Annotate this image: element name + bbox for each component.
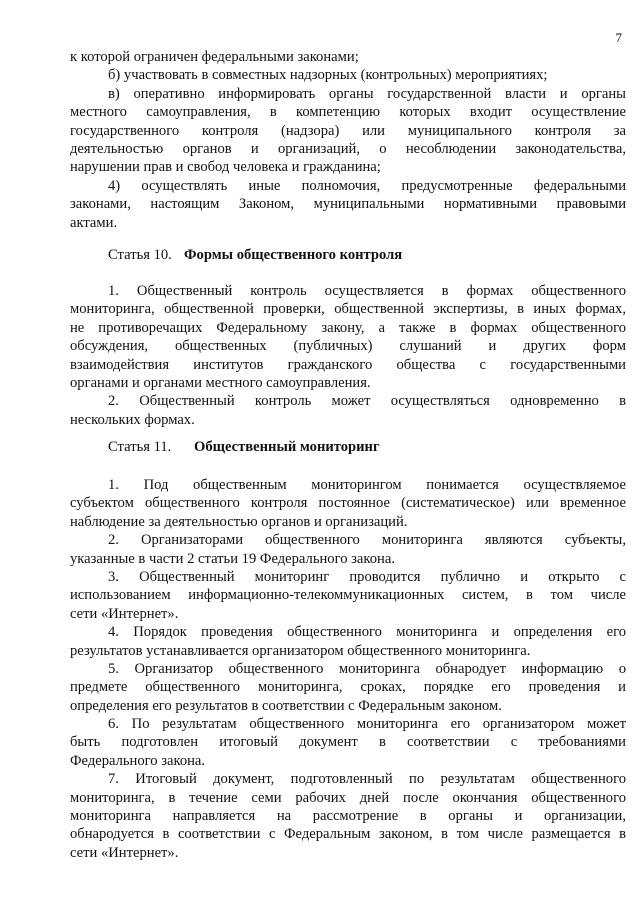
text-line: мониторинга, общественной проверки, общественной экспертизы, в иных формах, <box>70 301 626 318</box>
text-line: органами и органами местного самоуправления. <box>70 374 371 391</box>
text-line: обсуждения, общественных (публичных) слушаний и других форм <box>70 338 626 355</box>
text-line: субъектом общественного контроля постоянное (систематическое) или временное <box>70 495 626 512</box>
text-line: нарушении прав и свобод человека и гражданина; <box>70 159 381 176</box>
text-line: законами, настоящим Законом, муниципальными нормативными правовыми <box>70 196 626 213</box>
text-line: деятельностью органов и организаций, о несоблюдении законодательства, <box>70 140 626 157</box>
text-line: 1. Под общественным мониторингом понимается осуществляемое <box>108 477 626 493</box>
continuation-text <box>70 48 626 232</box>
article-title: Общественный мониторинг <box>194 439 380 455</box>
article-11-heading <box>108 437 380 457</box>
text-line: быть подготовлен итоговый документ в соответствии с требованиями <box>70 734 626 751</box>
text-line: взаимодействия институтов гражданского общества с государственными <box>70 356 626 373</box>
text-line: нескольких формах. <box>70 411 195 428</box>
text-line: 7. Итоговый документ, подготовленный по результатам общественного <box>108 771 626 788</box>
text-line: 6. По результатам общественного мониторинга его организатором может <box>108 716 626 733</box>
text-line: 1. Общественный контроль осуществляется в формах общественного <box>108 283 626 299</box>
text-line: местного самоуправления, в компетенцию которых входит осуществление <box>70 104 626 121</box>
text-line: актами. <box>70 214 118 231</box>
text-line: 2. Организаторами общественного мониторинга являются субъекты, <box>108 532 626 549</box>
text-line: 3. Общественный мониторинг проводится публично и открыто с <box>108 568 626 585</box>
text-line: 4. Порядок проведения общественного мониторинга и определения его <box>108 624 626 641</box>
article-title: Формы общественного контроля <box>184 247 403 263</box>
article-10-heading <box>108 245 402 265</box>
text-line: использованием информационно-телекоммуникационных систем, в том числе <box>70 587 626 604</box>
article-11-body <box>70 476 626 862</box>
page-number: 7 <box>615 30 622 45</box>
text-line: Федерального закона. <box>70 752 206 769</box>
text-line: 4) осуществлять иные полномочия, предусмотренные федеральными <box>108 177 626 194</box>
text-line: не противоречащих Федеральному закону, а также в формах общественного <box>70 319 626 336</box>
text-line: в) оперативно информировать органы государственной власти и органы <box>108 85 626 102</box>
text-line: государственного контроля (надзора) или муниципального контроля за <box>70 122 626 139</box>
text-line: 5. Организатор общественного мониторинга обнародует информацию о <box>108 660 626 677</box>
text-line: к которой ограничен федеральными законами; <box>70 49 359 65</box>
text-line: сети «Интернет». <box>70 605 179 622</box>
article-10-body <box>70 282 626 429</box>
text-line: мониторинга, в течение семи рабочих дней после окончания общественного <box>70 789 626 806</box>
text-line: б) участвовать в совместных надзорных (контрольных) мероприятиях; <box>108 67 548 84</box>
text-line: мониторинга направляется на рассмотрение в органы и организации, <box>70 808 626 825</box>
article-label: Статья 10. <box>108 247 172 263</box>
article-label: Статья 11. <box>108 439 172 455</box>
text-line: наблюдение за деятельностью органов и организаций. <box>70 513 408 530</box>
text-line: предмете общественного мониторинга, сроках, порядке его проведения и <box>70 679 626 696</box>
text-line: обнародуется в соответствии с Федеральным законом, в том числе размещается в <box>70 826 626 843</box>
text-line: определения его результатов в соответствии с Федеральным законом. <box>70 697 502 714</box>
text-line: 2. Общественный контроль может осуществляться одновременно в <box>108 393 626 410</box>
text-line: результатов устанавливается организатором общественного мониторинга. <box>70 642 531 659</box>
text-line: указанные в части 2 статьи 19 Федерального закона. <box>70 550 395 567</box>
text-line: сети «Интернет». <box>70 844 179 861</box>
